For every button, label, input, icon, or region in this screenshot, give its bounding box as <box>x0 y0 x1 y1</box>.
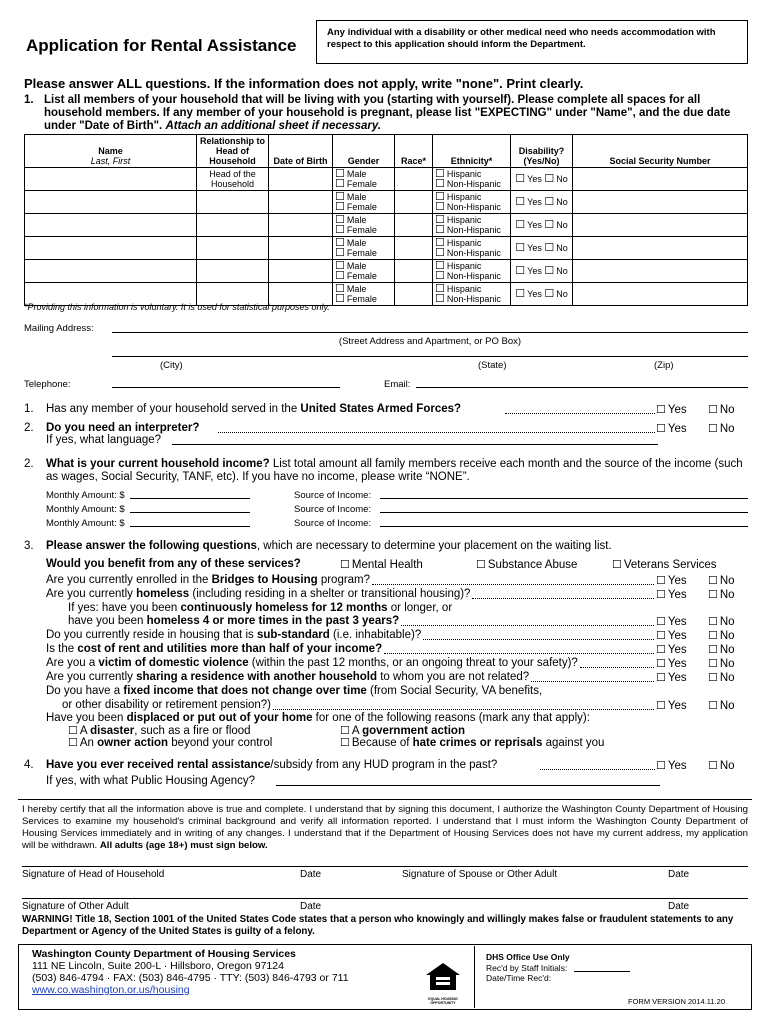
race-cell[interactable] <box>395 191 433 214</box>
rent-cost-question <box>46 643 382 655</box>
hispanic-checkbox[interactable]: ☐ Hispanic <box>435 192 508 202</box>
homeless-4-times-question <box>68 615 399 627</box>
hispanic-checkbox[interactable]: ☐ Hispanic <box>435 215 508 225</box>
other-date-label: Date <box>300 901 322 912</box>
instructions: Please answer ALL questions. If the information does not apply, write "none". Print clearly. <box>24 76 584 91</box>
disability-cell <box>511 214 573 237</box>
email-label: Email: <box>384 379 411 390</box>
ethnicity-cell <box>433 191 511 214</box>
homeless-4-times-no-checkbox[interactable]: ☐ No <box>708 615 735 628</box>
relationship-cell[interactable] <box>197 214 269 237</box>
continuous-homeless-question <box>68 602 452 614</box>
name-cell[interactable] <box>25 237 197 260</box>
fixed-income-cont-fixed-line2: or other disability or retirement pension?) <box>62 699 272 711</box>
disability-yes-checkbox[interactable]: ☐ Yes <box>515 174 542 184</box>
dob-cell[interactable] <box>269 191 333 214</box>
language-label: If yes, what language? <box>46 434 162 446</box>
fixed-income-cont-question <box>62 699 271 711</box>
q4-question <box>46 759 497 771</box>
female-checkbox[interactable]: ☐ Female <box>335 294 392 304</box>
interpreter-leader <box>218 432 655 433</box>
monthly-amount-line-1[interactable] <box>130 498 250 499</box>
sharing-residence-share-pre: Are you currently <box>46 671 137 683</box>
bridges-yes-checkbox[interactable]: ☐ Yes <box>656 574 687 587</box>
hispanic-checkbox[interactable]: ☐ Hispanic <box>435 238 508 248</box>
substandard-yes-checkbox[interactable]: ☐ Yes <box>656 629 687 642</box>
head-signature-label: Signature of Head of Household <box>22 869 165 880</box>
form-version: FORM VERSION 2014.11.20 <box>628 997 725 1006</box>
head-date-label: Date <box>300 869 322 880</box>
q1-text-b: Attach an additional sheet if necessary. <box>165 120 382 132</box>
owner-action-checkbox[interactable] <box>68 736 272 749</box>
col-disability: Disability? (Yes/No) <box>511 135 573 168</box>
certification-text <box>22 804 748 852</box>
owner-post: beyond your control <box>168 737 273 749</box>
income-bold: What is your current household income? <box>46 458 270 470</box>
displaced-displaced-bold: displaced or put out of your home <box>126 712 313 724</box>
fixed-income-fixed-post: (from Social Security, VA benefits, <box>366 685 543 697</box>
city-caption: (City) <box>160 360 183 371</box>
footer-org: Washington County Department of Housing Services <box>32 948 296 960</box>
interpreter-yes-checkbox[interactable]: ☐ Yes <box>656 422 687 435</box>
ethnicity-cell <box>433 214 511 237</box>
domestic-violence-leader <box>580 667 654 668</box>
source-label-1: Source of Income: <box>294 490 372 501</box>
relationship-cell[interactable] <box>197 260 269 283</box>
monthly-amount-label-3: Monthly Amount: $ <box>46 518 125 529</box>
disability-yes-checkbox[interactable]: ☐ Yes <box>515 243 542 253</box>
q4-number: 4. <box>24 759 34 771</box>
head-of-household-text: Head of the Household <box>209 169 256 189</box>
household-table <box>24 134 748 306</box>
female-checkbox[interactable]: ☐ Female <box>335 248 392 258</box>
rent-cost-cost-pre: Is the <box>46 643 78 655</box>
race-cell[interactable] <box>395 283 433 306</box>
hispanic-checkbox[interactable]: ☐ Hispanic <box>435 284 508 294</box>
name-cell[interactable] <box>25 168 197 191</box>
interpreter-question: Do you need an interpreter? <box>46 422 200 434</box>
military-number: 1. <box>24 403 34 415</box>
rent-cost-no-checkbox[interactable]: ☐ No <box>708 643 735 656</box>
disability-cell <box>511 168 573 191</box>
email-line[interactable] <box>416 387 748 388</box>
col-name <box>25 135 197 168</box>
disability-yes-checkbox[interactable]: ☐ Yes <box>515 220 542 230</box>
q1-text <box>44 94 750 133</box>
warning-text: WARNING! Title 18, Section 1001 of the United States Code states that a person who knowingly and willingly makes false or fraudulent statements to any Department or Agency of the United States is guilty of a felony. <box>22 914 734 937</box>
disability-no-checkbox[interactable]: ☐ No <box>544 220 567 230</box>
col-dob: Date of Birth <box>269 135 333 168</box>
fixed-income-cont-yes-checkbox[interactable]: ☐ Yes <box>656 699 687 712</box>
accommodation-notice-box <box>316 20 748 64</box>
female-checkbox[interactable]: ☐ Female <box>335 271 392 281</box>
col-ssn: Social Security Number <box>573 135 748 168</box>
hate-post: against you <box>542 737 605 749</box>
benefit-question: Would you benefit from any of these services? <box>46 558 301 570</box>
hate-crimes-checkbox[interactable] <box>340 736 604 749</box>
displaced-displaced-pre: Have you been <box>46 712 127 724</box>
source-line-2[interactable] <box>380 512 748 513</box>
office-initials-line[interactable] <box>574 971 630 972</box>
homeless-yes-checkbox[interactable]: ☐ Yes <box>656 588 687 601</box>
military-question <box>46 403 461 415</box>
fixed-income-fixed-pre: Do you have a <box>46 685 124 697</box>
agency-label: If yes, with what Public Housing Agency? <box>46 775 256 787</box>
col-gender: Gender <box>333 135 395 168</box>
spouse-date-label: Date <box>668 869 690 880</box>
military-yes-checkbox[interactable]: ☐ Yes <box>656 403 687 416</box>
ssn-cell[interactable] <box>573 214 748 237</box>
q3-intro <box>46 540 612 552</box>
office-datetime: Date/Time Rec'd: <box>486 973 552 983</box>
rent-cost-cost-bold: cost of rent and utilities more than half of your income? <box>77 643 383 655</box>
table-footnote: *Providing this information is voluntary. It is used for statistical purposes only. <box>24 302 330 312</box>
q1-text-a: List all members of your household that will be living with you (starting with yourself). Please complete all spaces for all household members. If any member of your household is pregnant, please list "EXPECTING" under "Name", and the due date under "Date of Birth". <box>44 94 731 132</box>
mailing-address-line[interactable] <box>112 332 748 333</box>
table-header-row <box>25 135 748 168</box>
q4-no-checkbox[interactable]: ☐ No <box>708 759 735 772</box>
homeless-question <box>46 588 470 600</box>
veterans-services-checkbox[interactable]: ☐ Veterans Services <box>612 558 717 571</box>
domestic-violence-dv-pre: Are you a <box>46 657 99 669</box>
telephone-line[interactable] <box>112 387 340 388</box>
footer-phones: (503) 846-4794 · FAX: (503) 846-4795 · TTY: (503) 846-4793 or 711 <box>32 972 349 984</box>
owner-bold: owner action <box>97 737 169 749</box>
relationship-cell[interactable] <box>197 237 269 260</box>
sharing-residence-share-bold: sharing a residence with another household <box>136 671 378 683</box>
substandard-sub-pre: Do you currently reside in housing that is <box>46 629 257 641</box>
domestic-violence-question <box>46 657 578 669</box>
sharing-residence-yes-checkbox[interactable]: ☐ Yes <box>656 671 687 684</box>
domestic-violence-no-checkbox[interactable]: ☐ No <box>708 657 735 670</box>
q3-number: 3. <box>24 540 34 552</box>
rent-cost-leader <box>384 653 654 654</box>
non-hispanic-checkbox[interactable]: ☐ Non-Hispanic <box>435 225 508 235</box>
name-cell[interactable] <box>25 214 197 237</box>
male-checkbox[interactable]: ☐ Male <box>335 261 392 271</box>
q4-yes-checkbox[interactable]: ☐ Yes <box>656 759 687 772</box>
race-cell[interactable] <box>395 260 433 283</box>
displaced-question <box>46 712 590 724</box>
spouse-signature-label: Signature of Spouse or Other Adult <box>402 869 558 880</box>
monthly-amount-line-3[interactable] <box>130 526 250 527</box>
bridges-bridges-post: program? <box>317 574 371 586</box>
disability-no-checkbox[interactable]: ☐ No <box>544 197 567 207</box>
homeless-4-times-leader <box>401 625 654 626</box>
rent-cost-yes-checkbox[interactable]: ☐ Yes <box>656 643 687 656</box>
continuous-homeless-cont-post: or longer, or <box>387 602 453 614</box>
telephone-label: Telephone: <box>24 379 71 390</box>
homeless-leader <box>472 598 654 599</box>
mental-health-checkbox[interactable]: ☐ Mental Health <box>340 558 423 571</box>
male-checkbox[interactable]: ☐ Male <box>335 215 392 225</box>
table-row <box>25 214 748 237</box>
signature-line-1[interactable] <box>22 866 748 867</box>
homeless-homeless-bold: homeless <box>136 588 190 600</box>
ssn-cell[interactable] <box>573 237 748 260</box>
mailing-address-label: Mailing Address: <box>24 323 94 334</box>
hate-bold: hate crimes or reprisals <box>412 737 543 749</box>
gender-cell <box>333 283 395 306</box>
non-hispanic-checkbox[interactable]: ☐ Non-Hispanic <box>435 248 508 258</box>
disability-cell <box>511 283 573 306</box>
certification-bold: All adults (age 18+) must sign below. <box>99 840 268 851</box>
ssn-cell[interactable] <box>573 168 748 191</box>
dob-cell[interactable] <box>269 214 333 237</box>
race-cell[interactable] <box>395 168 433 191</box>
non-hispanic-checkbox[interactable]: ☐ Non-Hispanic <box>435 202 508 212</box>
equal-housing-logo <box>424 962 462 994</box>
homeless-4-times-four-pre: have you been <box>68 615 147 627</box>
accommodation-notice: Any individual with a disability or other medical need who needs accommodation with respect to this application should inform the Department. <box>327 27 716 50</box>
street-caption: (Street Address and Apartment, or PO Box) <box>338 336 522 347</box>
disaster-post: , such as a fire or flood <box>134 725 251 737</box>
disability-yes-checkbox[interactable]: ☐ Yes <box>515 266 542 276</box>
disability-cell <box>511 260 573 283</box>
homeless-no-checkbox[interactable]: ☐ No <box>708 588 735 601</box>
income-text: List total amount all family members receive each month and the source of the income (such as wages, Social Security, TANF, etc). If you have no income, please write “NONE”. <box>46 458 743 483</box>
sharing-residence-no-checkbox[interactable]: ☐ No <box>708 671 735 684</box>
name-cell[interactable] <box>25 260 197 283</box>
interpreter-number: 2. <box>24 422 34 434</box>
disability-no-checkbox[interactable]: ☐ No <box>544 289 567 299</box>
gov-pre: A <box>351 725 363 737</box>
ethnicity-cell <box>433 283 511 306</box>
disability-yes-checkbox[interactable]: ☐ Yes <box>515 289 542 299</box>
equal-housing-icon <box>424 962 462 1004</box>
zip-caption: (Zip) <box>654 360 674 371</box>
female-checkbox[interactable]: ☐ Female <box>335 225 392 235</box>
disability-cell <box>511 237 573 260</box>
owner-pre: An <box>79 737 98 749</box>
disability-no-checkbox[interactable]: ☐ No <box>544 174 567 184</box>
ssn-cell[interactable] <box>573 260 748 283</box>
equal-housing-text: EQUAL HOUSING OPPORTUNITY <box>428 997 458 1005</box>
monthly-amount-label-1: Monthly Amount: $ <box>46 490 125 501</box>
bridges-no-checkbox[interactable]: ☐ No <box>708 574 735 587</box>
office-recd: Rec'd by Staff Initials: <box>486 963 568 973</box>
col-name-label: Name <box>98 146 123 156</box>
disability-cell <box>511 191 573 214</box>
substandard-sub-bold: sub-standard <box>256 629 330 641</box>
source-label-2: Source of Income: <box>294 504 372 515</box>
q3-text: , which are necessary to determine your placement on the waiting list. <box>256 540 612 552</box>
male-checkbox[interactable]: ☐ Male <box>335 169 392 179</box>
substandard-leader <box>423 639 654 640</box>
female-checkbox[interactable]: ☐ Female <box>335 179 392 189</box>
continuous-homeless-cont-pre: If yes: have you been <box>68 602 181 614</box>
relationship-cell[interactable] <box>197 191 269 214</box>
homeless-4-times-four-bold: homeless 4 or more times in the past 3 years? <box>146 615 400 627</box>
q1-number: 1. <box>24 94 34 106</box>
other-date-label-2: Date <box>668 901 690 912</box>
table-row <box>25 260 748 283</box>
dob-cell[interactable] <box>269 237 333 260</box>
table-row <box>25 191 748 214</box>
domestic-violence-yes-checkbox[interactable]: ☐ Yes <box>656 657 687 670</box>
homeless-homeless-pre: Are you currently <box>46 588 137 600</box>
q3-bold: Please answer the following questions <box>46 540 257 552</box>
gender-cell <box>333 214 395 237</box>
income-number: 2. <box>24 458 34 470</box>
dob-cell[interactable] <box>269 260 333 283</box>
office-title: DHS Office Use Only <box>486 952 570 962</box>
col-relationship: Relationship to Head of Household <box>197 135 269 168</box>
hate-pre: Because of <box>351 737 413 749</box>
hispanic-checkbox[interactable]: ☐ Hispanic <box>435 261 508 271</box>
male-checkbox[interactable]: ☐ Male <box>335 238 392 248</box>
female-checkbox[interactable]: ☐ Female <box>335 202 392 212</box>
substandard-sub-post: (i.e. inhabitable)? <box>329 629 422 641</box>
domestic-violence-dv-post: (within the past 12 months, or an ongoing threat to your safety)? <box>248 657 578 669</box>
fixed-income-cont-no-checkbox[interactable]: ☐ No <box>708 699 735 712</box>
disability-no-checkbox[interactable]: ☐ No <box>544 243 567 253</box>
ssn-cell[interactable] <box>573 191 748 214</box>
table-row <box>25 168 748 191</box>
source-label-3: Source of Income: <box>294 518 372 529</box>
non-hispanic-checkbox[interactable]: ☐ Non-Hispanic <box>435 271 508 281</box>
disaster-pre: A <box>79 725 91 737</box>
gender-cell <box>333 237 395 260</box>
col-ethnicity: Ethnicity* <box>433 135 511 168</box>
fixed-income-fixed-bold: fixed income that does not change over time <box>123 685 367 697</box>
name-cell[interactable] <box>25 191 197 214</box>
language-line[interactable] <box>172 444 658 445</box>
male-checkbox[interactable]: ☐ Male <box>335 284 392 294</box>
race-cell[interactable] <box>395 214 433 237</box>
race-cell[interactable] <box>395 237 433 260</box>
non-hispanic-checkbox[interactable]: ☐ Non-Hispanic <box>435 294 508 304</box>
substandard-question <box>46 629 421 641</box>
gov-bold: government action <box>362 725 465 737</box>
homeless-homeless-post: (including residing in a shelter or transitional housing)? <box>189 588 471 600</box>
footer-address: 111 NE Lincoln, Suite 200-L · Hillsboro, Oregon 97124 <box>32 960 284 972</box>
domestic-violence-dv-bold: victim of domestic violence <box>98 657 249 669</box>
military-no-checkbox[interactable]: ☐ No <box>708 403 735 416</box>
other-signature-label: Signature of Other Adult <box>22 901 129 912</box>
disability-yes-checkbox[interactable]: ☐ Yes <box>515 197 542 207</box>
ethnicity-cell <box>433 168 511 191</box>
source-line-3[interactable] <box>380 526 748 527</box>
ssn-cell[interactable] <box>573 283 748 306</box>
monthly-amount-line-2[interactable] <box>130 512 250 513</box>
sharing-residence-share-post: to whom you are not related? <box>377 671 530 683</box>
q4-bold: Have you ever received rental assistance <box>46 759 271 771</box>
page-title: Application for Rental Assistance <box>26 36 297 55</box>
income-question <box>46 458 750 484</box>
displaced-displaced-post: for one of the following reasons (mark any that apply): <box>312 712 590 724</box>
disability-no-checkbox[interactable]: ☐ No <box>544 266 567 276</box>
fixed-income-cont-leader <box>273 709 654 710</box>
gender-cell <box>333 191 395 214</box>
sharing-residence-leader <box>531 681 654 682</box>
interpreter-no-checkbox[interactable]: ☐ No <box>708 422 735 435</box>
substance-abuse-checkbox[interactable]: ☐ Substance Abuse <box>476 558 577 571</box>
disaster-bold: disaster <box>90 725 135 737</box>
military-pre: Has any member of your household served in the <box>46 403 301 415</box>
male-checkbox[interactable]: ☐ Male <box>335 192 392 202</box>
continuous-homeless-cont-bold: continuously homeless for 12 months <box>180 602 388 614</box>
non-hispanic-checkbox[interactable]: ☐ Non-Hispanic <box>435 179 508 189</box>
agency-line[interactable] <box>276 785 660 786</box>
footer-link[interactable]: www.co.washington.or.us/housing <box>32 984 190 996</box>
ethnicity-cell <box>433 260 511 283</box>
office-divider <box>474 946 475 1008</box>
col-race: Race* <box>395 135 433 168</box>
state-caption: (State) <box>478 360 507 371</box>
fixed-income-question <box>46 685 542 697</box>
sharing-residence-question <box>46 671 529 683</box>
ethnicity-cell <box>433 237 511 260</box>
table-row <box>25 237 748 260</box>
military-bold: United States Armed Forces? <box>300 403 462 415</box>
substandard-no-checkbox[interactable]: ☐ No <box>708 629 735 642</box>
certification-body: I hereby certify that all the information above is true and complete. I understand that by signing this document, I authorize the Washington County Department of Housing Services to examine my household's criminal background and verify all information reported. I understand that I must inform the Washington County Department of Housing Services immediately and in writing of any changes. I understand that if the Department of Housing Services does not have my current address, my application will be withdrawn. <box>22 804 748 851</box>
relationship-cell[interactable] <box>197 168 269 191</box>
col-name-sub: Last, First <box>90 156 131 166</box>
bridges-leader <box>372 584 654 585</box>
city-state-zip-line[interactable] <box>112 356 748 357</box>
bridges-bridges-pre: Are you currently enrolled in the <box>46 574 212 586</box>
bridges-bridges-bold: Bridges to Housing <box>211 574 318 586</box>
dob-cell[interactable] <box>269 168 333 191</box>
monthly-amount-label-2: Monthly Amount: $ <box>46 504 125 515</box>
military-leader <box>505 413 655 414</box>
signature-line-2[interactable] <box>22 898 748 899</box>
q4-leader <box>540 769 655 770</box>
q4-text: /subsidy from any HUD program in the past? <box>270 759 498 771</box>
source-line-1[interactable] <box>380 498 748 499</box>
bridges-question <box>46 574 370 586</box>
gender-cell <box>333 168 395 191</box>
homeless-4-times-yes-checkbox[interactable]: ☐ Yes <box>656 615 687 628</box>
certification-divider <box>18 799 752 800</box>
hispanic-checkbox[interactable]: ☐ Hispanic <box>435 169 508 179</box>
gender-cell <box>333 260 395 283</box>
